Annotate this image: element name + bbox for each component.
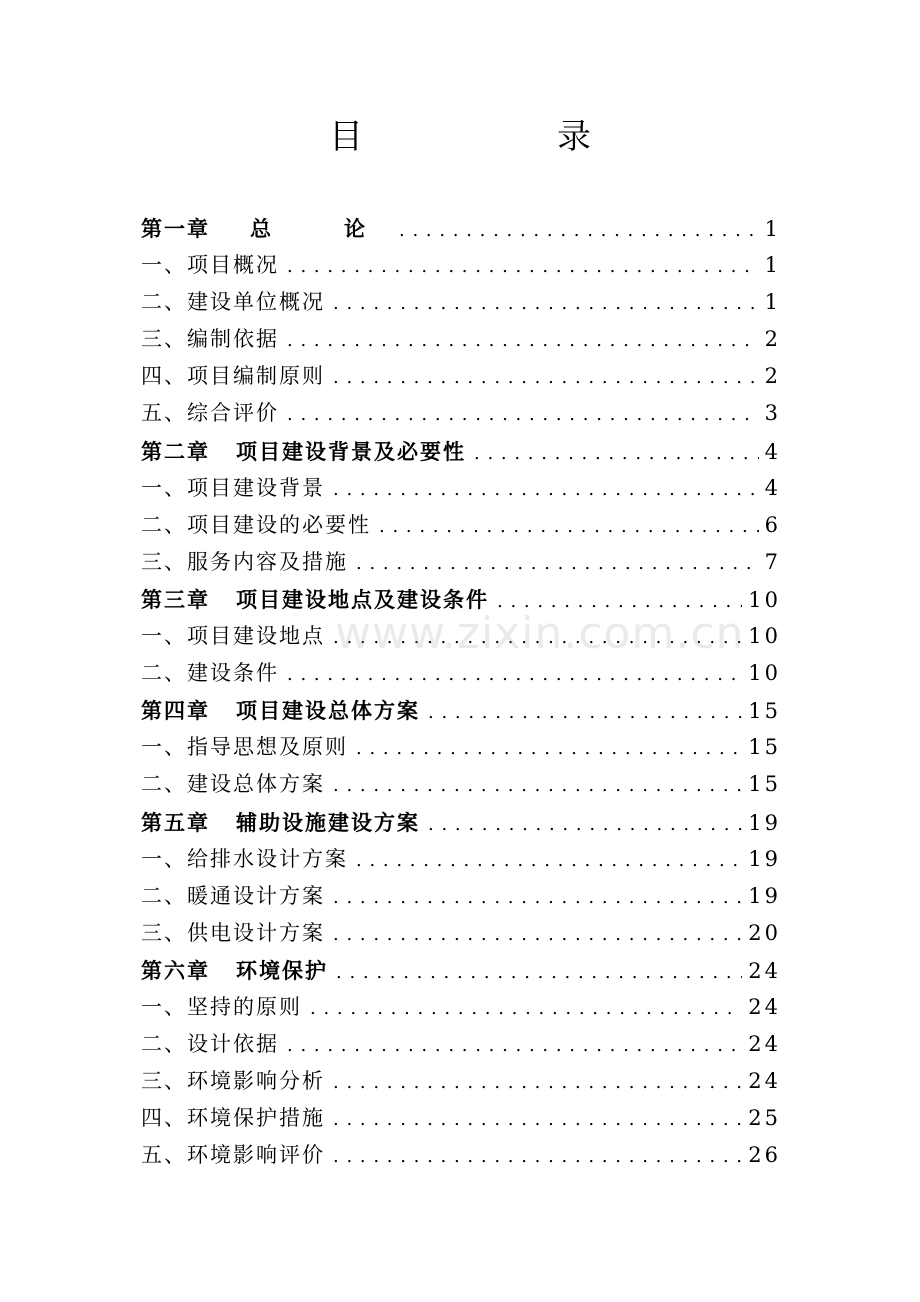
dot-leader	[333, 1138, 742, 1175]
entry-label: 二、设计依据	[141, 1032, 279, 1057]
chapter-title: 项目建设地点及建设条件	[236, 586, 489, 612]
page-number: 2	[764, 327, 781, 352]
toc-section-entry[interactable]	[141, 1137, 781, 1174]
dot-leader	[333, 916, 742, 953]
page-number: 10	[748, 624, 781, 649]
dot-leader	[428, 694, 742, 731]
page-number: 20	[748, 920, 781, 945]
toc-section-entry[interactable]	[141, 321, 781, 358]
page-number: 19	[748, 883, 781, 908]
toc-section-entry[interactable]	[141, 247, 781, 284]
dot-leader	[287, 322, 759, 359]
toc-chapter-entry[interactable]	[141, 692, 781, 729]
entry-label	[141, 952, 328, 989]
page-number: 24	[748, 1032, 781, 1057]
dot-leader	[474, 435, 759, 472]
dot-leader	[287, 396, 759, 433]
dot-leader	[399, 212, 759, 249]
toc-title: 目 录	[329, 117, 671, 157]
entry-label: 一、给排水设计方案	[141, 846, 348, 871]
dot-leader	[287, 1027, 742, 1064]
entry-label: 三、供电设计方案	[141, 920, 325, 945]
entry-label: 三、环境影响分析	[141, 1069, 325, 1094]
entry-label	[141, 804, 420, 841]
page-number: 10	[748, 587, 781, 612]
chapter-number: 第四章	[141, 698, 210, 724]
page-number: 26	[748, 1143, 781, 1168]
toc-chapter-entry[interactable]	[141, 210, 781, 247]
toc-section-entry[interactable]	[141, 989, 781, 1026]
toc-section-entry[interactable]	[141, 841, 781, 878]
chapter-number: 第三章	[141, 586, 210, 612]
toc-section-entry[interactable]	[141, 1063, 781, 1100]
toc-section-entry[interactable]	[141, 395, 781, 432]
page-number: 2	[764, 364, 781, 389]
toc-section-entry[interactable]	[141, 358, 781, 395]
entry-label: 二、建设条件	[141, 661, 279, 686]
chapter-number: 第六章	[141, 957, 210, 983]
page-number: 24	[748, 1069, 781, 1094]
entry-label: 一、项目建设地点	[141, 624, 325, 649]
dot-leader	[333, 1101, 742, 1138]
toc-section-entry[interactable]	[141, 766, 781, 803]
dot-leader	[333, 359, 759, 396]
page-number: 1	[764, 253, 781, 278]
entry-label: 二、建设单位概况	[141, 290, 325, 315]
page-number: 15	[748, 772, 781, 797]
page-number: 19	[748, 846, 781, 871]
page-number: 7	[764, 549, 781, 574]
page-number: 25	[748, 1106, 781, 1131]
page-number: 4	[764, 475, 781, 500]
entry-label: 三、服务内容及措施	[141, 549, 348, 574]
dot-leader	[287, 656, 742, 693]
toc-section-entry[interactable]	[141, 878, 781, 915]
dot-leader	[333, 285, 759, 322]
toc-section-entry[interactable]	[141, 618, 781, 655]
page-number: 4	[764, 439, 781, 464]
entry-label	[141, 581, 489, 618]
toc-list	[141, 210, 781, 1174]
chapter-title: 项目建设总体方案	[236, 698, 420, 724]
dot-leader	[336, 954, 742, 991]
dot-leader	[310, 990, 742, 1027]
entry-label: 二、暖通设计方案	[141, 883, 325, 908]
toc-section-entry[interactable]	[141, 1026, 781, 1063]
page-number: 24	[748, 958, 781, 983]
toc-section-entry[interactable]	[141, 544, 781, 581]
toc-section-entry[interactable]	[141, 507, 781, 544]
toc-section-entry[interactable]	[141, 470, 781, 507]
chapter-title: 环境保护	[236, 957, 328, 983]
toc-chapter-entry[interactable]	[141, 581, 781, 618]
dot-leader	[497, 583, 742, 620]
entry-label: 四、环境保护措施	[141, 1106, 325, 1131]
dot-leader	[356, 842, 742, 879]
toc-section-entry[interactable]	[141, 729, 781, 766]
chapter-number: 第二章	[141, 438, 210, 464]
page-number: 3	[764, 401, 781, 426]
dot-leader	[287, 248, 759, 285]
toc-section-entry[interactable]	[141, 1100, 781, 1137]
dot-leader	[356, 545, 759, 582]
page-number: 1	[764, 217, 781, 241]
entry-label: 一、指导思想及原则	[141, 735, 348, 760]
dot-leader	[379, 508, 759, 545]
chapter-title: 项目建设背景及必要性	[236, 438, 466, 464]
page-number: 24	[748, 994, 781, 1019]
page-number: 1	[764, 290, 781, 315]
toc-section-entry[interactable]	[141, 284, 781, 321]
dot-leader	[333, 879, 742, 916]
chapter-title: 总 论	[250, 216, 391, 241]
entry-label	[141, 692, 420, 729]
entry-label: 二、项目建设的必要性	[141, 512, 371, 537]
toc-chapter-entry[interactable]	[141, 952, 781, 989]
entry-label: 五、环境影响评价	[141, 1143, 325, 1168]
dot-leader	[333, 619, 742, 656]
entry-label: 五、综合评价	[141, 401, 279, 426]
page-number: 15	[748, 699, 781, 724]
dot-leader	[356, 730, 742, 767]
dot-leader	[333, 471, 759, 508]
entry-label: 二、建设总体方案	[141, 772, 325, 797]
page-number: 6	[764, 512, 781, 537]
page-number: 10	[748, 661, 781, 686]
entry-label	[141, 433, 466, 470]
dot-leader	[428, 806, 742, 843]
chapter-number: 第五章	[141, 809, 210, 835]
page-number: 19	[748, 810, 781, 835]
toc-chapter-entry[interactable]	[141, 804, 781, 841]
toc-section-entry[interactable]	[141, 655, 781, 692]
entry-label: 三、编制依据	[141, 327, 279, 352]
toc-section-entry[interactable]	[141, 915, 781, 952]
entry-label: 一、坚持的原则	[141, 994, 302, 1019]
page-number: 15	[748, 735, 781, 760]
toc-chapter-entry[interactable]	[141, 433, 781, 470]
dot-leader	[333, 767, 742, 804]
dot-leader	[333, 1064, 742, 1101]
entry-label: 一、项目建设背景	[141, 475, 325, 500]
entry-label: 一、项目概况	[141, 253, 279, 278]
watermark: www.zixin.com.cn	[335, 608, 745, 659]
entry-label: 四、项目编制原则	[141, 364, 325, 389]
chapter-title: 辅助设施建设方案	[236, 809, 420, 835]
chapter-number: 第一章	[141, 216, 210, 241]
entry-label	[141, 210, 391, 247]
